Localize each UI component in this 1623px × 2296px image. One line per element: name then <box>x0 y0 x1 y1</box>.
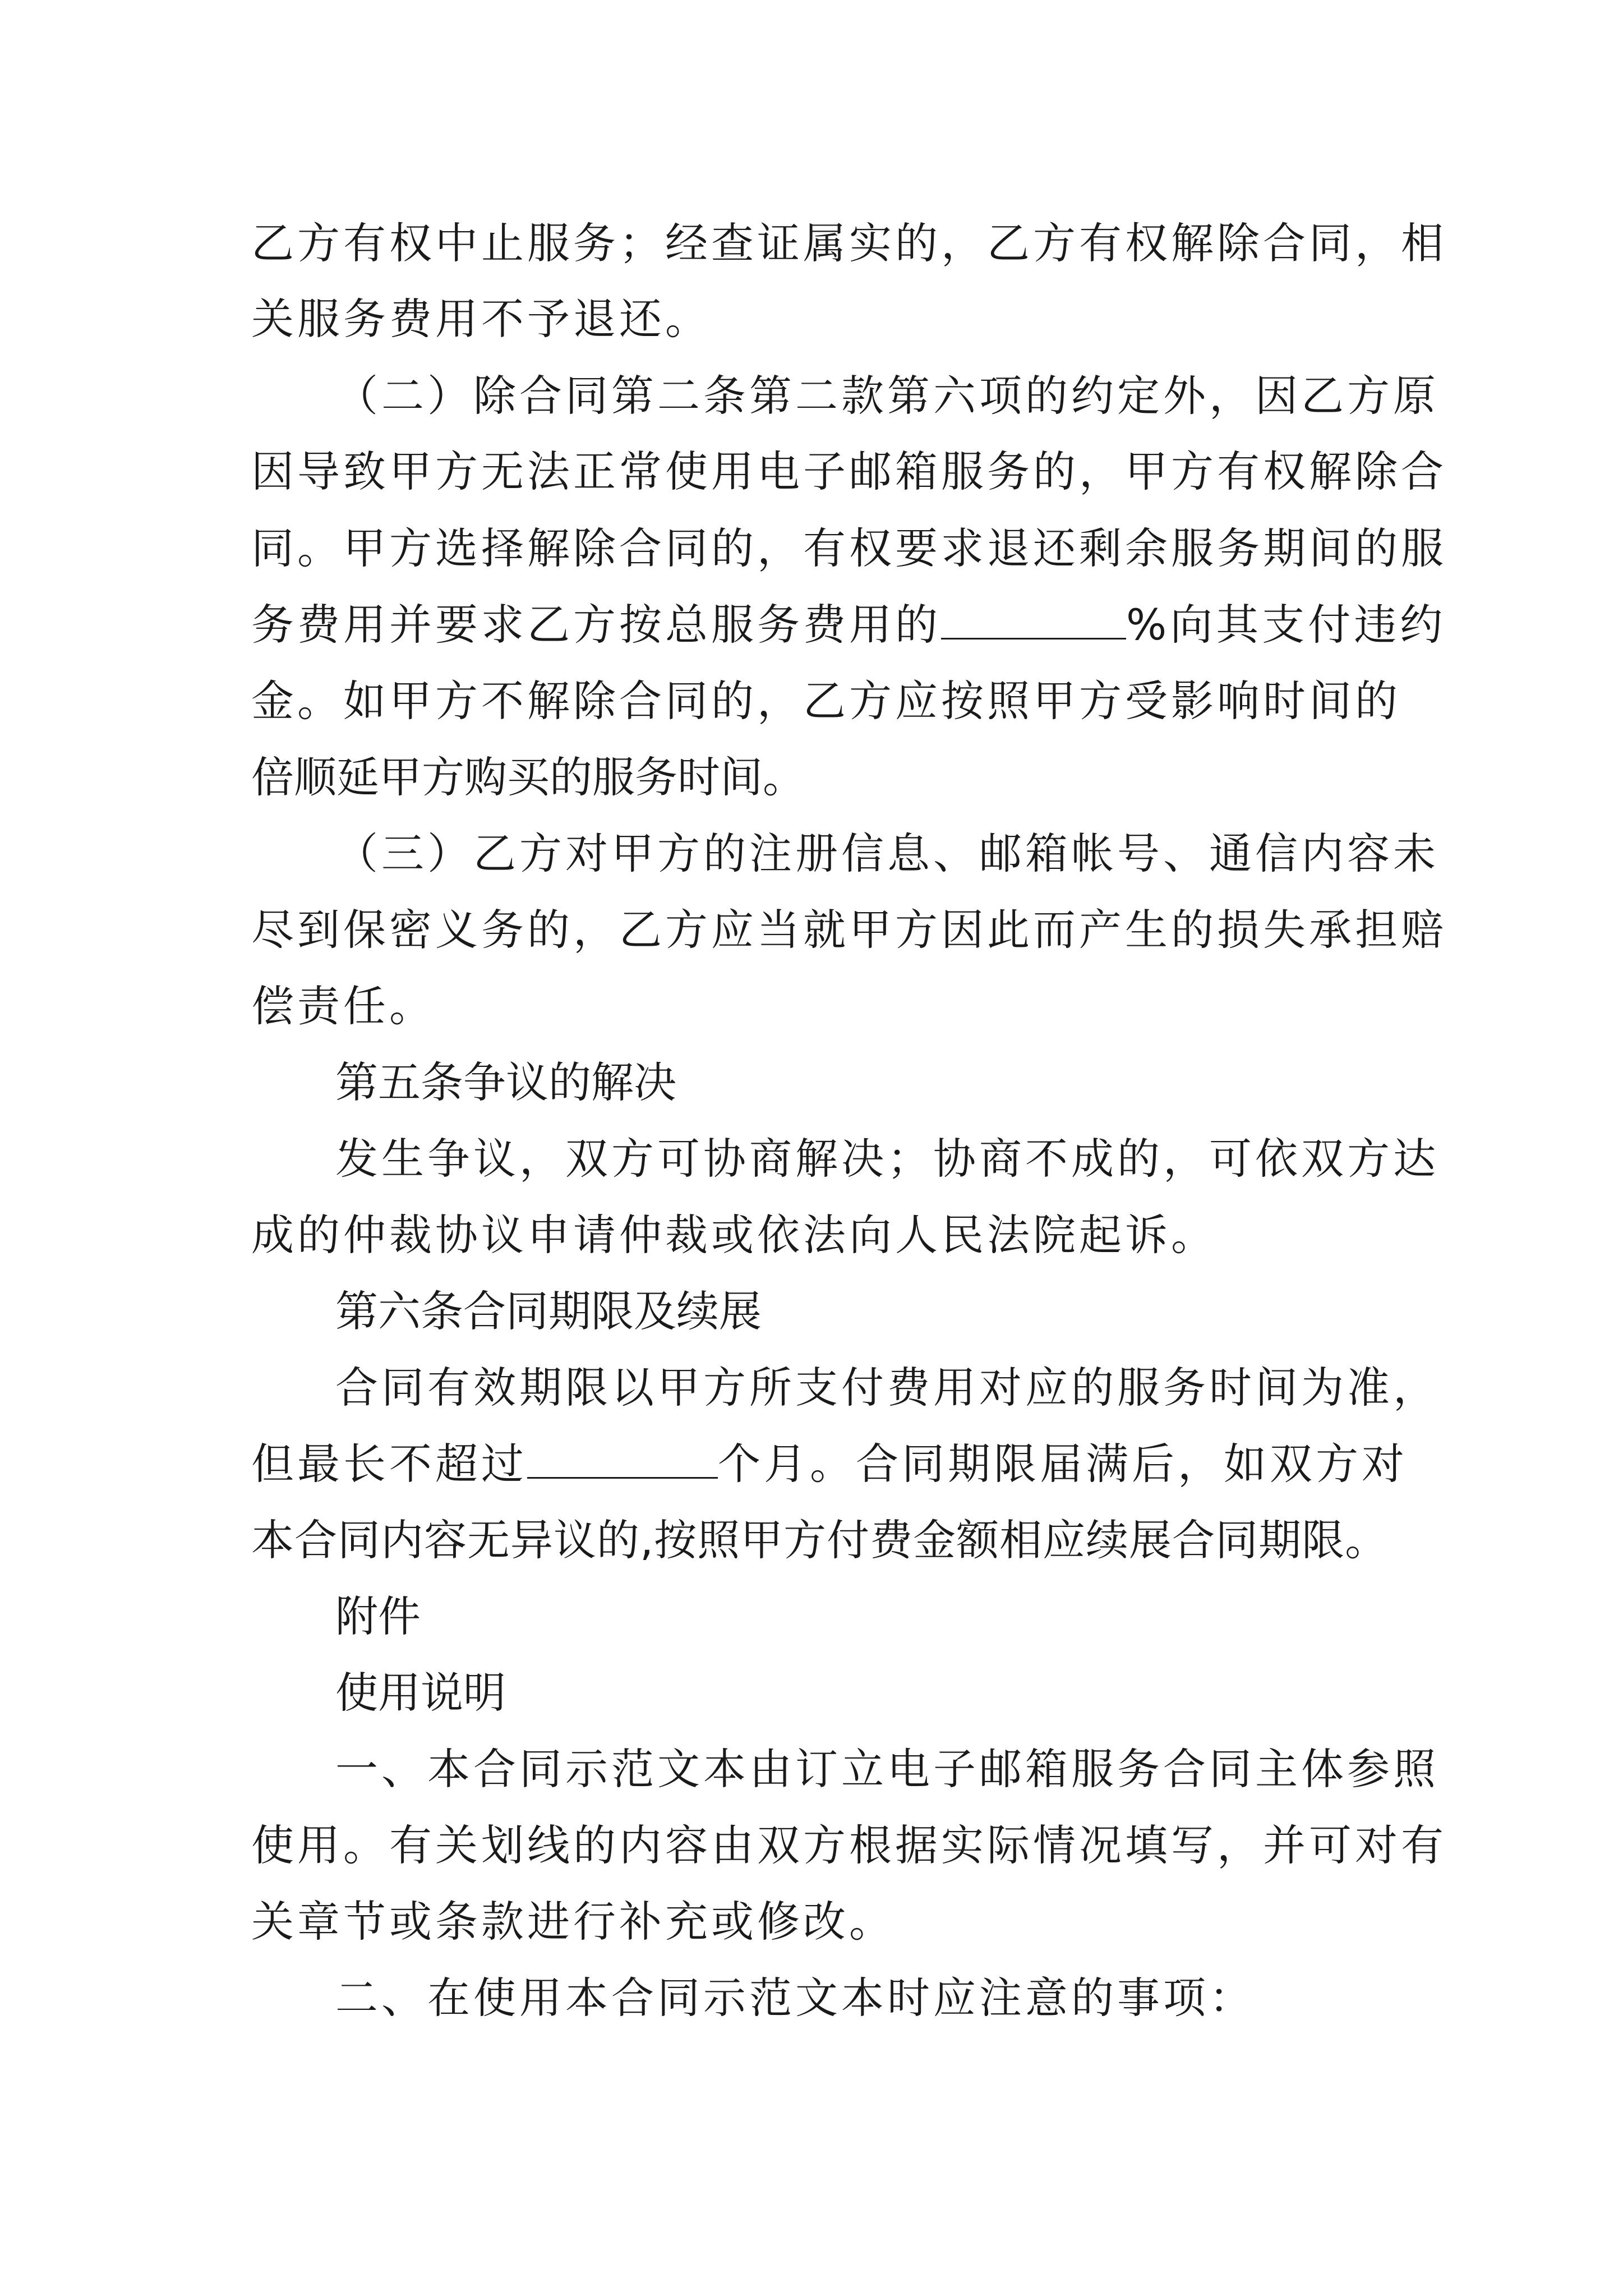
text-line: 成的仲裁协议申请仲裁或依法向人民法院起诉。 <box>251 1210 1217 1260</box>
text-line: 因导致甲方无法正常使用电子邮箱服务的，甲方有权解除合 <box>251 447 1447 496</box>
text-line: 合同有效期限以甲方所支付费用对应的服务时间为准， <box>335 1363 1439 1412</box>
text-line: 使用。有关划线的内容由双方根据实际情况填写，并可对有 <box>251 1820 1447 1870</box>
text-line: 尽到保密义务的，乙方应当就甲方因此而产生的损失承担赔 <box>251 905 1447 955</box>
fill-blank-percentage <box>941 604 1126 639</box>
text-line: 关章节或条款进行补充或修改。 <box>251 1897 895 1947</box>
text-line: 一、本合同示范文本由订立电子邮箱服务合同主体参照 <box>335 1744 1439 1794</box>
text-segment: 但最长不超过 <box>251 1439 527 1489</box>
text-line-with-blank <box>251 1436 1408 1492</box>
text-segment: 务费用并要求乙方按总服务费用的 <box>251 600 941 650</box>
attachment-heading: 附件 <box>335 1591 421 1641</box>
text-line: 关服务费用不予退还。 <box>251 294 711 344</box>
clause-3-line: （三）乙方对甲方的注册信息、邮箱帐号、通信内容未 <box>335 829 1439 878</box>
fill-blank-months <box>527 1443 718 1479</box>
article-5-heading: 第五条争议的解决 <box>335 1057 676 1107</box>
text-segment: 个月。合同期限届满后，如双方对 <box>718 1439 1408 1489</box>
instructions-heading: 使用说明 <box>335 1668 506 1718</box>
text-segment: %向其支付违约 <box>1126 600 1446 650</box>
text-line: 乙方有权中止服务；经查证属实的，乙方有权解除合同，相 <box>251 218 1447 268</box>
text-line: 二、在使用本合同示范文本时应注意的事项： <box>335 1973 1255 2023</box>
text-line: 金。如甲方不解除合同的，乙方应按照甲方受影响时间的 <box>251 676 1401 726</box>
text-line: 倍顺延甲方购买的服务时间。 <box>251 752 805 802</box>
text-line: 同。甲方选择解除合同的，有权要求退还剩余服务期间的服 <box>251 523 1447 573</box>
text-line: 偿责任。 <box>251 981 435 1031</box>
text-line: 本合同内容无异议的,按照甲方付费金额相应续展合同期限。 <box>251 1515 1389 1565</box>
clause-2-line: （二）除合同第二条第二款第六项的约定外，因乙方原 <box>335 371 1439 421</box>
text-line-with-blank <box>251 597 1446 653</box>
article-6-heading: 第六条合同期限及续展 <box>335 1286 762 1336</box>
text-line: 发生争议，双方可协商解决；协商不成的，可依双方达 <box>335 1134 1439 1184</box>
